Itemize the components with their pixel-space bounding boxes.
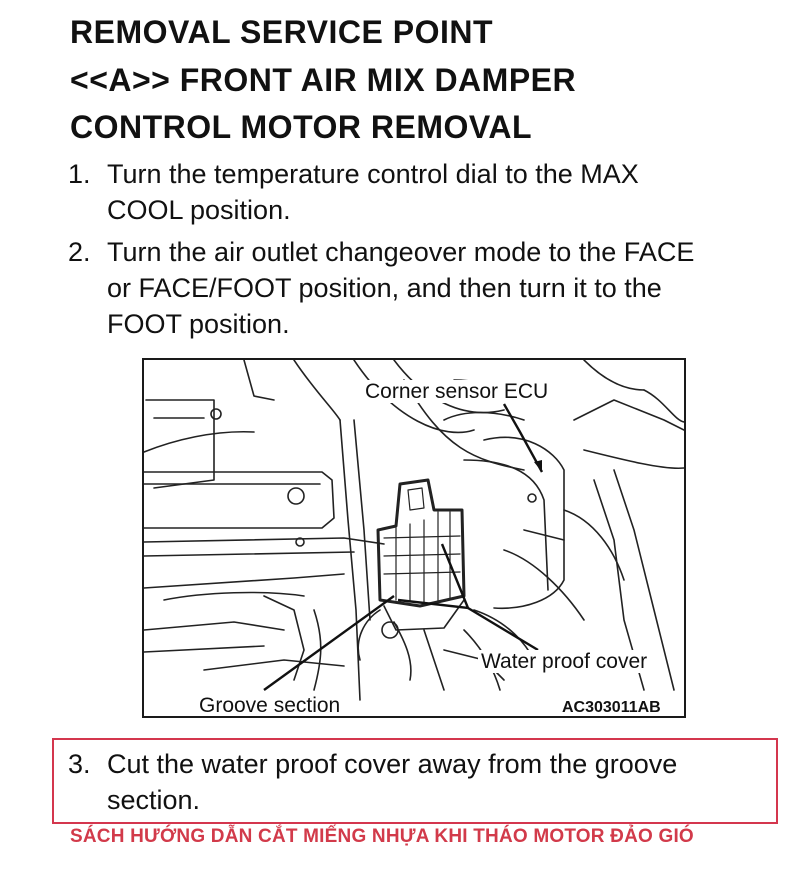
service-illustration <box>142 358 686 718</box>
step-2 <box>68 234 694 342</box>
step-text-line: COOL position. <box>107 195 291 225</box>
section-title: REMOVAL SERVICE POINT <box>70 14 494 50</box>
label-water-proof-cover: Water proof cover <box>478 650 650 673</box>
label-groove-section: Groove section <box>196 694 343 717</box>
step-text-line: Cut the water proof cover away from the groove <box>107 749 678 779</box>
vietnamese-caption: SÁCH HƯỚNG DẪN CẮT MIẾNG NHỰA KHI THÁO MOTOR ĐẢO GIÓ <box>70 826 694 847</box>
step-number: 1. <box>68 159 91 189</box>
procedure-title-line1: <<A>> FRONT AIR MIX DAMPER <box>70 62 577 98</box>
figure-id: AC303011AB <box>562 699 661 716</box>
step-number: 2. <box>68 237 91 267</box>
step-text-line: section. <box>107 785 201 815</box>
label-corner-sensor-ecu: Corner sensor ECU <box>362 380 551 403</box>
step-text-line: Turn the temperature control dial to the MAX <box>107 159 639 189</box>
step-3 <box>68 746 677 818</box>
step-1 <box>68 156 639 228</box>
step-text-line: Turn the air outlet changeover mode to the FACE <box>107 237 695 267</box>
step-text-line: FOOT position. <box>107 309 290 339</box>
procedure-title-line2: CONTROL MOTOR REMOVAL <box>70 109 533 145</box>
step-number: 3. <box>68 749 91 779</box>
step-text-line: or FACE/FOOT position, and then turn it to the <box>107 273 662 303</box>
